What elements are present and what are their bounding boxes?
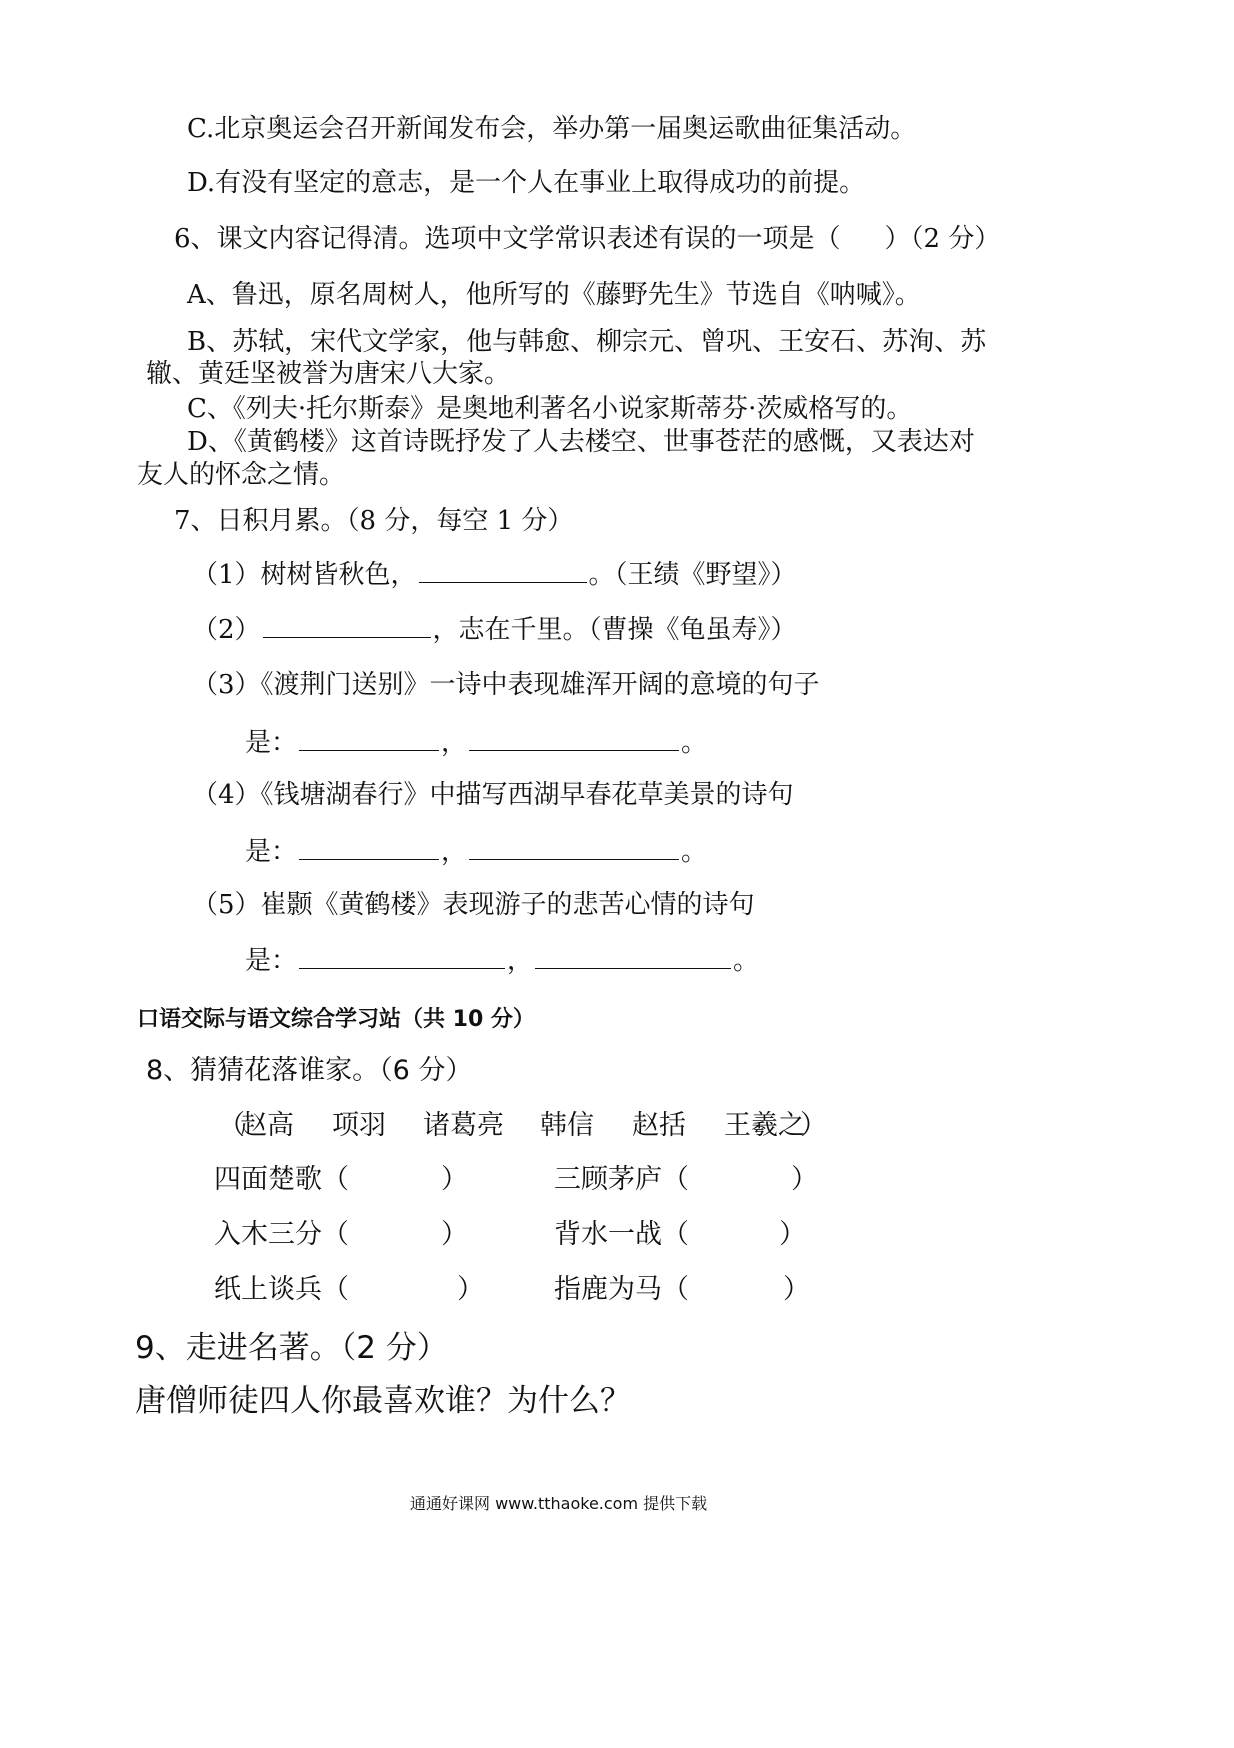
q8-name-list	[218, 1109, 827, 1143]
comma: ，	[441, 837, 468, 867]
name-option: 王羲之	[724, 1110, 805, 1141]
idiom-row-2-right	[554, 1218, 806, 1252]
name-option: 诸葛亮	[423, 1110, 504, 1141]
idiom: 三顾茅庐	[554, 1164, 662, 1195]
q5-option-c: C.北京奥运会召开新闻发布会，举办第一届奥运歌曲征集活动。	[187, 114, 917, 144]
idiom: 四面楚歌	[214, 1164, 322, 1195]
q7-title: 7、日积月累。（8 分，每空 1 分）	[174, 506, 574, 536]
q7-item-1	[192, 558, 797, 592]
answer-blank[interactable]	[299, 749, 439, 751]
name-option: 赵高	[240, 1110, 294, 1141]
q9-title: 9、走进名著。（2 分）	[135, 1330, 448, 1366]
idiom: 入木三分	[214, 1219, 322, 1250]
paren-close: ）	[783, 1274, 810, 1305]
q7-item-4-answer	[245, 835, 707, 869]
paren-close: ）	[441, 1164, 468, 1195]
q9-question: 唐僧师徒四人你最喜欢谁？为什么？	[135, 1383, 631, 1419]
paren-close: ）	[779, 1219, 806, 1250]
paren-close: ）	[457, 1274, 484, 1305]
idiom-row-2-left	[214, 1218, 468, 1252]
idiom: 指鹿为马	[554, 1274, 662, 1305]
answer-blank[interactable]	[469, 858, 679, 860]
answer-blank[interactable]	[263, 636, 431, 638]
paren-close: ）	[791, 1164, 818, 1195]
q7-item-1-tail: 。（王绩《野望》）	[588, 560, 797, 590]
idiom-row-1-right	[554, 1163, 818, 1197]
q6-option-d-line1: D、《黄鹤楼》这首诗既抒发了人去楼空、世事苍茫的感慨，又表达对	[187, 427, 975, 457]
q6-option-d-line2: 友人的怀念之情。	[137, 460, 346, 490]
idiom: 背水一战	[554, 1219, 662, 1250]
answer-blank[interactable]	[419, 581, 587, 583]
q7-item-3: （3）《渡荆门送别》一诗中表现雄浑开阔的意境的句子	[192, 670, 820, 700]
paren-close: ）	[441, 1219, 468, 1250]
answer-blank[interactable]	[535, 967, 731, 969]
idiom-row-1-left	[214, 1163, 468, 1197]
answer-blank[interactable]	[299, 858, 439, 860]
paren-open: （	[662, 1164, 689, 1195]
answer-blank[interactable]	[469, 749, 679, 751]
paren-open: （	[322, 1274, 349, 1305]
idiom: 纸上谈兵	[214, 1274, 322, 1305]
name-option: 项羽	[332, 1110, 386, 1141]
section-title: 口语交际与语文综合学习站（共 10 分）	[137, 1007, 535, 1032]
q7-item-1-label: （1）树树皆秋色，	[192, 560, 417, 590]
paren-open: （	[662, 1274, 689, 1305]
comma: ，	[441, 728, 468, 758]
q6-option-a: A、鲁迅，原名周树人，他所写的《藤野先生》节选自《呐喊》。	[187, 280, 921, 310]
name-option: 赵括	[632, 1110, 686, 1141]
q8-title: 8、猜猜花落谁家。（6 分）	[146, 1055, 473, 1086]
name-option: 韩信	[540, 1110, 594, 1141]
q7-item-5-answer	[245, 944, 759, 978]
q6-option-b-line2: 辙、黄廷坚被誉为唐宋八大家。	[146, 359, 511, 389]
paren-open: （	[218, 1110, 245, 1141]
q7-item-2	[192, 613, 797, 647]
q7-item-4: （4）《钱塘湖春行》中描写西湖早春花草美景的诗句	[192, 780, 794, 810]
q6-stem-end: ）（2 分）	[884, 224, 1001, 254]
paren-open: （	[322, 1164, 349, 1195]
answer-prefix: 是：	[245, 946, 298, 976]
period: 。	[733, 946, 760, 976]
q7-item-5: （5）崔颢《黄鹤楼》表现游子的悲苦心情的诗句	[192, 890, 755, 920]
idiom-row-3-right	[554, 1273, 810, 1307]
paren-open: （	[322, 1219, 349, 1250]
period: 。	[681, 728, 708, 758]
q7-item-2-label: （2）	[192, 615, 261, 645]
page-footer: 通通好课网 www.tthaoke.com 提供下载	[410, 1494, 708, 1513]
answer-prefix: 是：	[245, 837, 298, 867]
q7-item-3-answer	[245, 726, 707, 760]
q6-stem-start: 6、课文内容记得清。选项中文学常识表述有误的一项是（	[174, 224, 841, 254]
idiom-row-3-left	[214, 1273, 484, 1307]
q5-option-d: D.有没有坚定的意志，是一个人在事业上取得成功的前提。	[187, 168, 866, 198]
comma: ，	[507, 946, 534, 976]
answer-blank[interactable]	[299, 967, 505, 969]
q6-option-c: C、《列夫·托尔斯泰》是奥地利著名小说家斯蒂芬·茨威格写的。	[187, 394, 913, 424]
answer-prefix: 是：	[245, 728, 298, 758]
period: 。	[681, 837, 708, 867]
paren-open: （	[662, 1219, 689, 1250]
q6-stem	[174, 222, 1000, 256]
paren-close: ）	[800, 1110, 827, 1141]
q6-option-b-line1: B、苏轼，宋代文学家，他与韩愈、柳宗元、曾巩、王安石、苏洵、苏	[187, 327, 987, 357]
q7-item-2-tail: ，志在千里。（曹操《龟虽寿》）	[432, 615, 797, 645]
